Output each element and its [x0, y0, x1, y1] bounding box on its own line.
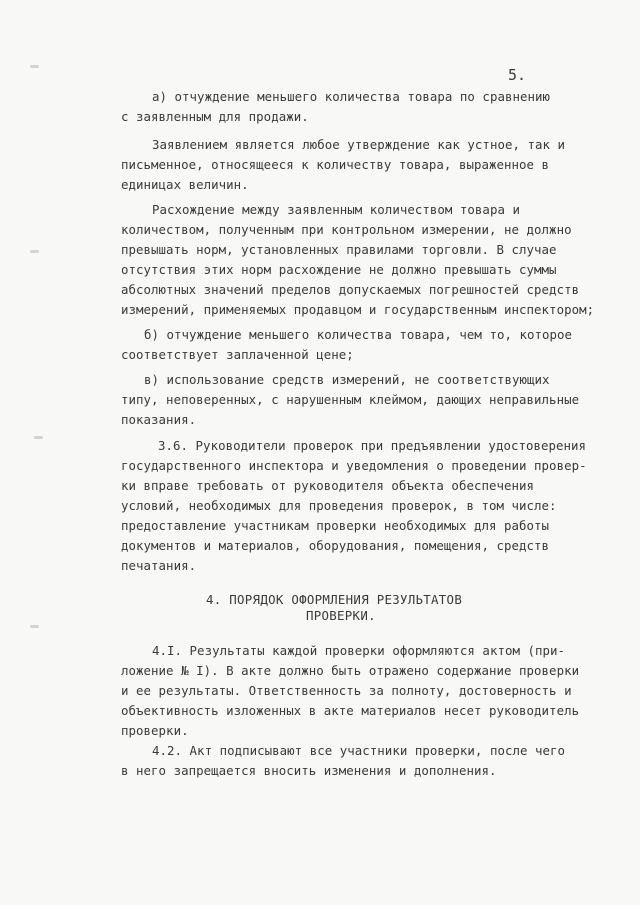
section-heading: ПРОВЕРКИ.	[306, 608, 376, 623]
scan-mark	[30, 625, 39, 628]
text-line: в) использование средств измерений, не соответствующих	[144, 372, 550, 387]
text-line: 4.2. Акт подписывают все участники проверки, после чего	[152, 743, 566, 758]
page-number: 5.	[508, 66, 527, 84]
text-line: Заявлением является любое утверждение как устное, так и	[152, 137, 566, 152]
text-line: печатания.	[121, 558, 197, 573]
text-line: показания.	[121, 412, 197, 427]
text-line: количеством, полученным при контрольном измерении, не должно	[121, 222, 572, 237]
text-line: объективность изложенных в акте материалов несет руководитель	[121, 703, 580, 718]
text-line: измерений, применяемых продавцом и государственным инспектором;	[121, 302, 595, 317]
text-line: Расхождение между заявленным количеством товара и	[152, 202, 520, 217]
text-line: 4.I. Результаты каждой проверки оформляются актом (при-	[152, 643, 566, 658]
scan-mark	[30, 250, 39, 253]
text-line: 3.6. Руководители проверок при предъявлении удостоверения	[158, 438, 587, 453]
text-line: в него запрещается вносить изменения и дополнения.	[121, 763, 497, 778]
text-line: а) отчуждение меньшего количества товара по сравнению	[152, 89, 551, 104]
text-line: с заявленным для продажи.	[121, 109, 309, 124]
text-line: б) отчуждение меньшего количества товара, чем то, которое	[144, 327, 573, 342]
text-line: ложение № I). В акте должно быть отражено содержание проверки	[121, 663, 580, 678]
text-line: единицах величин.	[121, 177, 249, 192]
text-line: письменное, относящееся к количеству товара, выраженное в	[121, 157, 550, 172]
text-line: условий, необходимых для проведения проверок, в том числе:	[121, 498, 557, 513]
text-line: и ее результаты. Ответственность за полноту, достоверность и	[121, 683, 572, 698]
text-line: отсутствия этих норм расхождение не должно превышать суммы	[121, 262, 557, 277]
text-line: типу, неповеренных, с нарушенным клеймом, дающих неправильные	[121, 392, 580, 407]
text-line: документов и материалов, оборудования, помещения, средств	[121, 538, 550, 553]
text-line: предоставление участникам проверки необходимых для работы	[121, 518, 550, 533]
scan-mark	[30, 65, 39, 68]
section-heading: 4. ПОРЯДОК ОФОРМЛЕНИЯ РЕЗУЛЬТАТОВ	[206, 592, 463, 607]
text-line: проверки.	[121, 723, 189, 738]
scan-mark	[34, 436, 43, 439]
text-line: государственного инспектора и уведомления о проведении провер-	[121, 458, 587, 473]
text-line: абсолютных значений пределов допускаемых погрешностей средств	[121, 282, 580, 297]
text-line: превышать норм, установленных правилами торговли. В случае	[121, 242, 557, 257]
text-line: соответствует заплаченной цене;	[121, 347, 354, 362]
text-line: ки вправе требовать от руководителя объекта обеспечения	[121, 478, 535, 493]
